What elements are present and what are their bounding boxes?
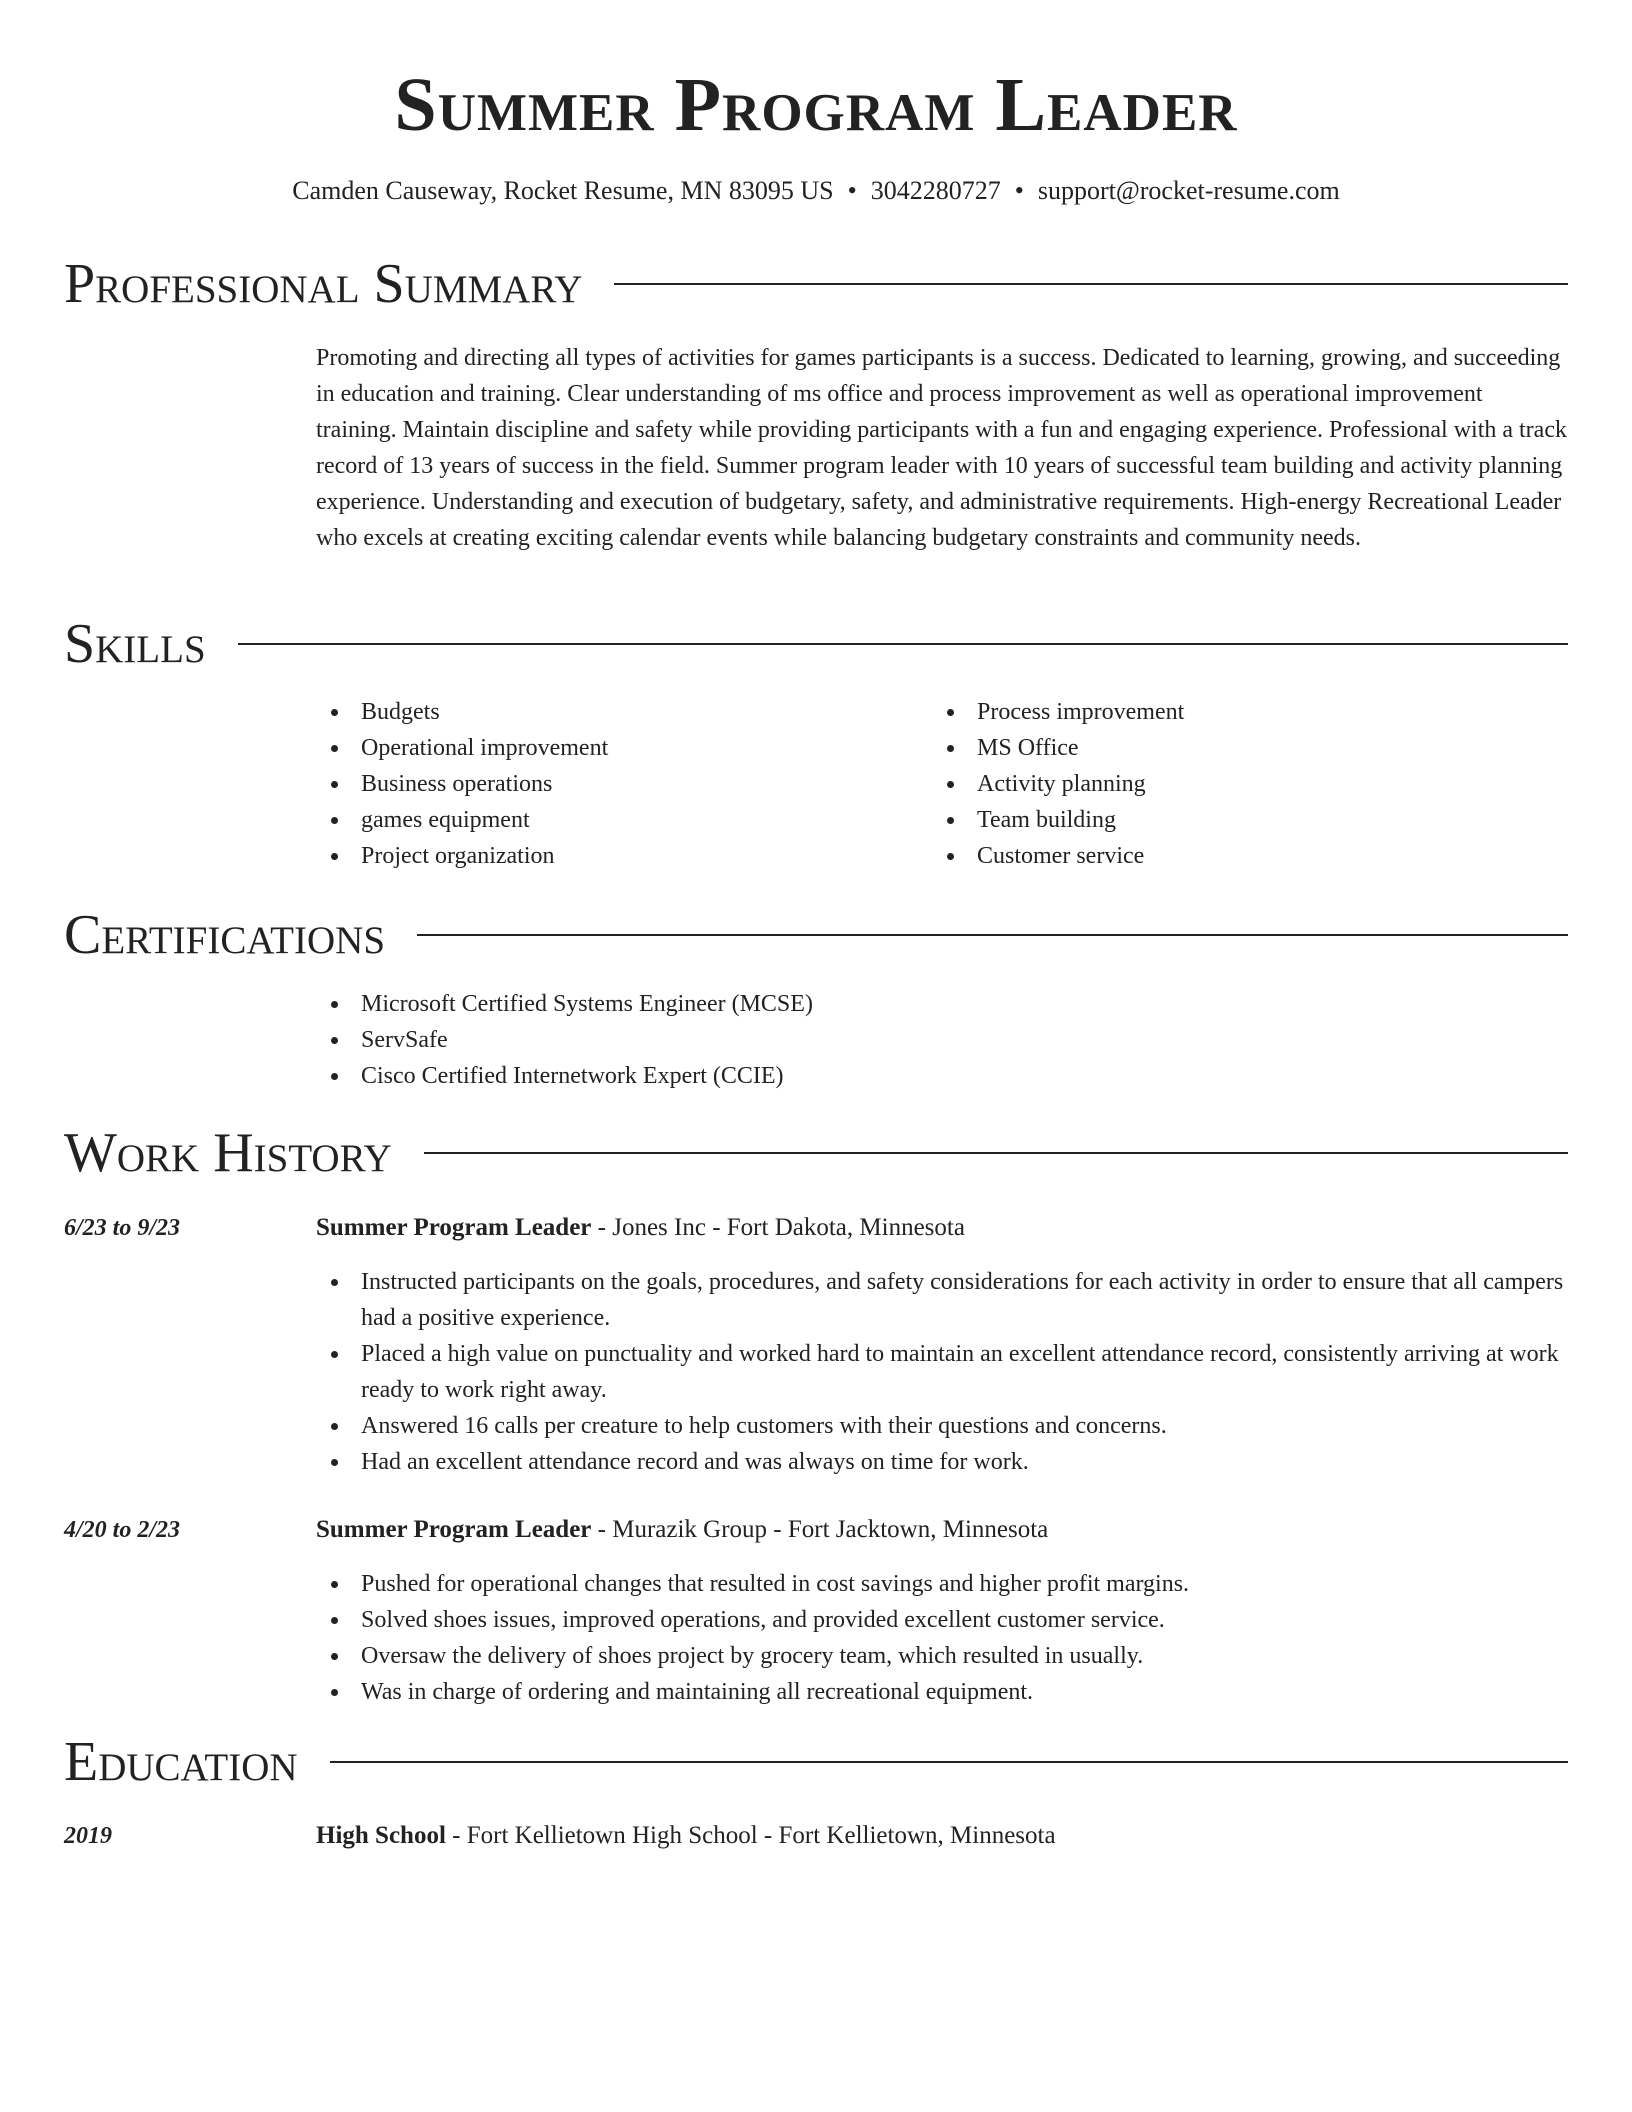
- resume-name: Summer Program Leader: [394, 63, 1238, 147]
- contact-email: support@rocket-resume.com: [1037, 176, 1340, 205]
- skill-item: games equipment: [316, 802, 916, 838]
- job-employer-location: - Jones Inc - Fort Dakota, Minnesota: [591, 1214, 965, 1241]
- section-header-skills: [64, 612, 1568, 676]
- skill-item: Project organization: [316, 838, 916, 874]
- contact-separator: •: [847, 176, 857, 205]
- job-dates: 6/23 to 9/23: [64, 1215, 181, 1241]
- job-title: Summer Program Leader: [316, 1214, 592, 1241]
- section-divider: [424, 1152, 1568, 1154]
- section-title-education: Education: [64, 1731, 298, 1793]
- job-employer-location: - Murazik Group - Fort Jacktown, Minnesota: [591, 1516, 1049, 1543]
- section-header-certifications: [64, 903, 1568, 967]
- section-header-summary: [64, 252, 1568, 316]
- skills-list-right: [932, 694, 1532, 874]
- skill-item: Operational improvement: [316, 730, 916, 766]
- certification-item: ServSafe: [316, 1022, 1568, 1058]
- skill-item: Team building: [932, 802, 1532, 838]
- contact-address: Camden Causeway, Rocket Resume, MN 83095 US: [292, 176, 834, 205]
- education-school-location: - Fort Kellietown High School - Fort Kellietown, Minnesota: [445, 1822, 1056, 1849]
- section-title-certifications: Certifications: [64, 904, 386, 966]
- section-title-summary: Professional Summary: [64, 253, 583, 315]
- job-heading: [316, 1512, 1048, 1548]
- job-heading: [316, 1210, 965, 1246]
- certification-item: Microsoft Certified Systems Engineer (MCSE): [316, 986, 1568, 1022]
- skills-list-left: [316, 694, 916, 874]
- skill-item: Budgets: [316, 694, 916, 730]
- job-bullet: Had an excellent attendance record and was always on time for work.: [316, 1444, 1568, 1480]
- job-bullet: Was in charge of ordering and maintaining all recreational equipment.: [316, 1674, 1568, 1710]
- section-header-work-history: [64, 1121, 1568, 1185]
- section-divider: [614, 283, 1568, 285]
- education-heading: [316, 1818, 1056, 1854]
- certification-item: Cisco Certified Internetwork Expert (CCIE): [316, 1058, 1568, 1094]
- skill-item: MS Office: [932, 730, 1532, 766]
- job-bullets: [316, 1566, 1568, 1710]
- job-bullet: Solved shoes issues, improved operations, and provided excellent customer service.: [316, 1602, 1568, 1638]
- skill-item: Activity planning: [932, 766, 1532, 802]
- education-degree: High School: [316, 1822, 446, 1849]
- section-title-work-history: Work History: [64, 1122, 392, 1184]
- section-divider: [417, 934, 1568, 936]
- job-bullets: [316, 1264, 1568, 1480]
- certifications-list: [316, 986, 1568, 1094]
- job-bullet: Instructed participants on the goals, procedures, and safety considerations for each activity in order to ensure that all campers had a positive experience.: [316, 1264, 1568, 1336]
- skill-item: Customer service: [932, 838, 1532, 874]
- job-bullet: Answered 16 calls per creature to help customers with their questions and concerns.: [316, 1408, 1568, 1444]
- education-year: 2019: [64, 1823, 112, 1849]
- contact-separator: •: [1014, 176, 1024, 205]
- job-bullet: Placed a high value on punctuality and worked hard to maintain an excellent attendance record, consistently arriving at work ready to work right away.: [316, 1336, 1568, 1408]
- section-divider: [238, 643, 1568, 645]
- skill-item: Business operations: [316, 766, 916, 802]
- job-bullet: Oversaw the delivery of shoes project by grocery team, which resulted in usually.: [316, 1638, 1568, 1674]
- section-header-education: [64, 1730, 1568, 1794]
- job-dates: 4/20 to 2/23: [64, 1517, 181, 1543]
- section-divider: [330, 1761, 1568, 1763]
- contact-line: [0, 174, 1632, 208]
- summary-paragraph: Promoting and directing all types of activities for games participants is a success. Dedicated to learning, growing, and succeeding in education and training. Clear understanding of ms office and process improvement as well as operational improvement training. Maintain discipline and safety while providing participants with a fun and engaging experience. Professional with a track record of 13 years of success in the field. Summer program leader with 10 years of successful team building and activity planning experience. Understanding and execution of budgetary, safety, and administrative requirements. High-energy Recreational Leader who excels at creating exciting calendar events while balancing budgetary constraints and community needs.: [316, 345, 1567, 551]
- section-title-skills: Skills: [64, 613, 206, 675]
- job-title: Summer Program Leader: [316, 1516, 592, 1543]
- skill-item: Process improvement: [932, 694, 1532, 730]
- job-bullet: Pushed for operational changes that resulted in cost savings and higher profit margins.: [316, 1566, 1568, 1602]
- contact-phone: 3042280727: [870, 176, 1001, 205]
